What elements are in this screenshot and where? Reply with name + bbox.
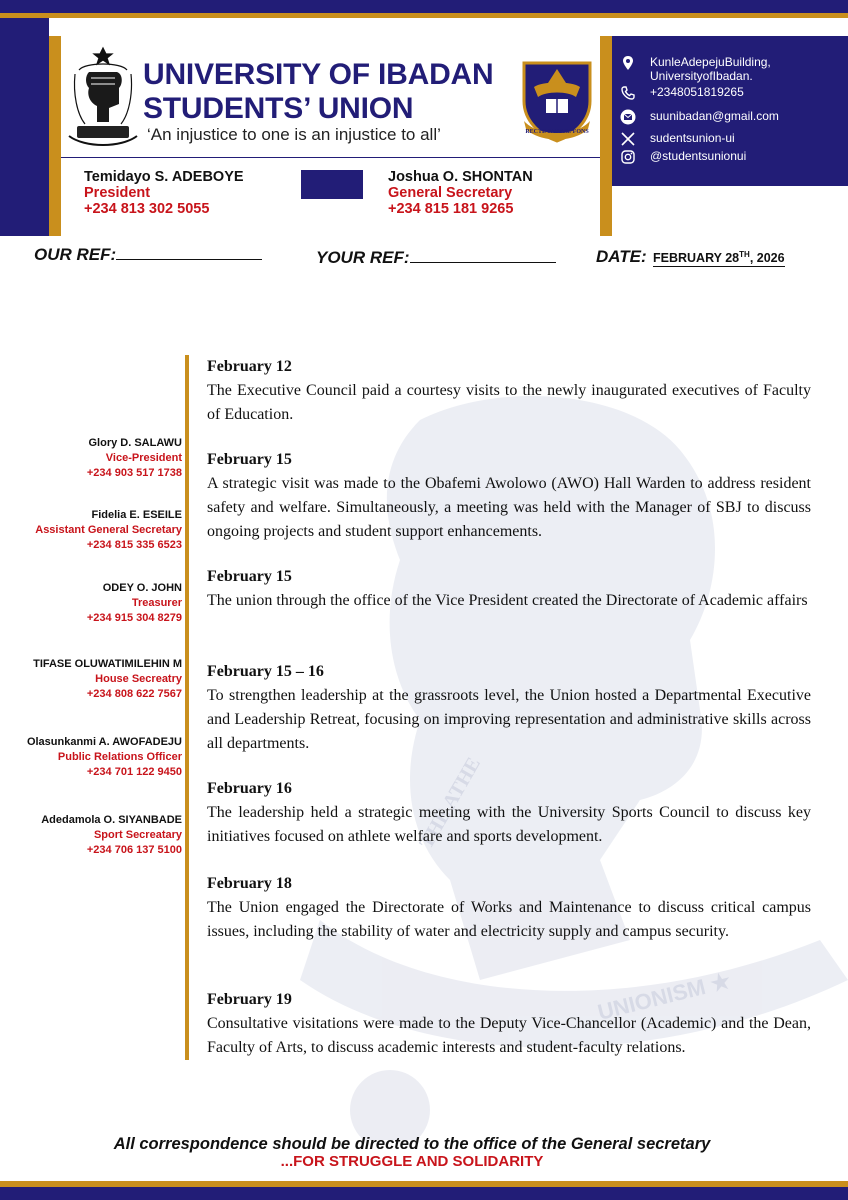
email-address: suunibadan@gmail.com xyxy=(650,109,779,123)
officer-phone: +234 701 122 9450 xyxy=(86,766,182,778)
date-suffix: TH xyxy=(739,250,750,259)
entry-date: February 12 xyxy=(207,358,292,375)
footer-slogan: ...FOR STRUGGLE AND SOLIDARITY xyxy=(280,1153,544,1170)
top-border-navy xyxy=(0,0,848,13)
entry-text: To strengthen leadership at the grassroots level, the Union hosted a Departmental Executive and Leadership Retreat, focusing on improving representation and administrative skills across all departments. xyxy=(207,687,811,752)
contact-phone[interactable] xyxy=(620,85,744,101)
location-icon xyxy=(620,55,636,71)
officer-public-relations xyxy=(27,735,182,780)
sidebar-gold-bar xyxy=(185,355,189,1060)
entry xyxy=(207,355,811,427)
x-handle: sudentsunion-ui xyxy=(650,131,735,145)
your-ref xyxy=(316,248,556,268)
your-ref-line xyxy=(410,249,556,263)
officer-role: Public Relations Officer xyxy=(57,751,182,763)
officer-role: House Secreatry xyxy=(95,673,182,685)
entry-text: A strategic visit was made to the Obafemi Awolowo (AWO) Hall Warden to address resident safety and welfare. Simultaneously, a meeting was held with the Manager of SBJ to discuss ongoing projects and student support enhancements. xyxy=(207,475,811,540)
entry-text: The Union engaged the Directorate of Works and Maintenance to discuss critical campus issues, including the stability of water and electricity supply and campus security. xyxy=(207,899,811,940)
officer-name: Fidelia E. ESEILE xyxy=(91,509,182,521)
fist-logo xyxy=(65,44,141,150)
officer-role: Treasurer xyxy=(131,597,182,609)
president-phone: +234 813 302 5055 xyxy=(84,201,210,217)
officer-role: Assistant General Secretary xyxy=(35,524,182,536)
general-secretary-phone: +234 815 181 9265 xyxy=(388,201,514,217)
date-month-day: FEBRUARY 28 xyxy=(653,251,740,266)
watermark-text: UNIONISM ★ xyxy=(595,967,734,1025)
contact-x[interactable] xyxy=(620,131,735,147)
phone-number: +2348051819265 xyxy=(650,85,744,99)
university-crest-logo xyxy=(518,57,596,143)
officer-house-secretary xyxy=(33,657,182,702)
officer-vice-president xyxy=(87,436,182,481)
officer-name: ODEY O. JOHN xyxy=(102,582,182,594)
officer-name: TIFASE OLUWATIMILEHIN M xyxy=(33,658,182,670)
entry-date: February 18 xyxy=(207,875,292,892)
center-navy-rectangle xyxy=(301,170,363,199)
president-block xyxy=(84,169,244,217)
our-ref-line xyxy=(116,246,262,260)
officer-name: Olasunkanmi A. AWOFADEJU xyxy=(26,736,182,748)
president-role: President xyxy=(84,185,151,201)
contact-email[interactable] xyxy=(620,109,779,125)
officer-sport-secretary xyxy=(41,813,182,858)
entry xyxy=(207,448,811,544)
entry-text: The Executive Council paid a courtesy visits to the newly inaugurated executives of Faculty of Education. xyxy=(207,382,811,423)
officer-role: Sport Secreatary xyxy=(93,829,182,841)
address-line2: UniversityofIbadan. xyxy=(650,69,753,83)
officer-name: Adedamola O. SIYANBADE xyxy=(41,814,182,826)
entry-date: February 16 xyxy=(207,780,292,797)
date-value xyxy=(653,247,785,267)
president-name: Temidayo S. ADEBOYE xyxy=(84,169,244,185)
x-logo-icon xyxy=(620,131,636,147)
officer-phone: +234 706 137 5100 xyxy=(86,844,182,856)
watermark-text-2: THE ATHE xyxy=(415,753,485,853)
officer-phone: +234 903 517 1738 xyxy=(86,467,182,479)
officer-name: Glory D. SALAWU xyxy=(88,437,182,449)
officer-phone: +234 915 304 8279 xyxy=(86,612,182,624)
officer-assistant-general-secretary xyxy=(35,508,182,553)
entry-date: February 15 xyxy=(207,568,292,585)
our-ref-label: OUR REF: xyxy=(34,245,117,264)
bottom-border-navy xyxy=(0,1187,848,1200)
left-navy-block xyxy=(0,18,49,236)
union-title-line2: STUDENTS’ UNION xyxy=(143,92,414,125)
officer-treasurer xyxy=(87,581,182,626)
officer-role: Vice-President xyxy=(105,452,182,464)
instagram-icon xyxy=(620,149,636,165)
contact-instagram[interactable] xyxy=(620,149,746,165)
our-ref xyxy=(34,245,262,265)
instagram-handle: @studentsunionui xyxy=(650,149,747,163)
entry-date: February 15 xyxy=(207,451,292,468)
entry-date: February 15 – 16 xyxy=(207,663,324,680)
general-secretary-role: General Secretary xyxy=(388,185,513,201)
phone-icon xyxy=(620,85,636,101)
top-border-gold xyxy=(0,13,848,18)
your-ref-label: YOUR REF: xyxy=(316,248,410,267)
date-label: DATE: xyxy=(596,247,647,266)
date-year: , 2026 xyxy=(749,251,785,266)
header-divider xyxy=(61,157,600,158)
entry-text: The union through the office of the Vice President created the Directorate of Academic affairs xyxy=(207,592,808,609)
entry-date: February 19 xyxy=(207,991,292,1008)
entry-text: The leadership held a strategic meeting with the University Sports Council to discuss key initiatives focused on athlete welfare and sports development. xyxy=(207,804,811,845)
entry xyxy=(207,777,811,849)
address-line1: KunleAdepejuBuilding, xyxy=(650,55,771,69)
union-motto: ‘An injustice to one is an injustice to all’ xyxy=(147,125,441,144)
officer-phone: +234 815 335 6523 xyxy=(86,539,182,551)
entry xyxy=(207,988,811,1060)
general-secretary-block xyxy=(388,169,533,217)
entry xyxy=(207,872,811,944)
entry-text: Consultative visitations were made to the Deputy Vice-Chancellor (Academic) and the Dean, Faculty of Arts, to discuss academic interests and student-faculty relations. xyxy=(207,1015,811,1056)
footer-correspondence-note: All correspondence should be directed to the office of the General secretary xyxy=(113,1135,711,1153)
right-gold-stripe xyxy=(600,36,612,236)
email-icon xyxy=(620,109,636,125)
crest-motto: RECTE SAPERE FONS xyxy=(525,129,589,135)
entry xyxy=(207,565,811,613)
contact-address xyxy=(620,55,771,83)
union-title-line1: UNIVERSITY OF IBADAN xyxy=(143,58,494,91)
general-secretary-name: Joshua O. SHONTAN xyxy=(388,169,533,185)
left-gold-stripe xyxy=(49,36,61,236)
entry xyxy=(207,660,811,756)
officer-phone: +234 808 622 7567 xyxy=(86,688,182,700)
